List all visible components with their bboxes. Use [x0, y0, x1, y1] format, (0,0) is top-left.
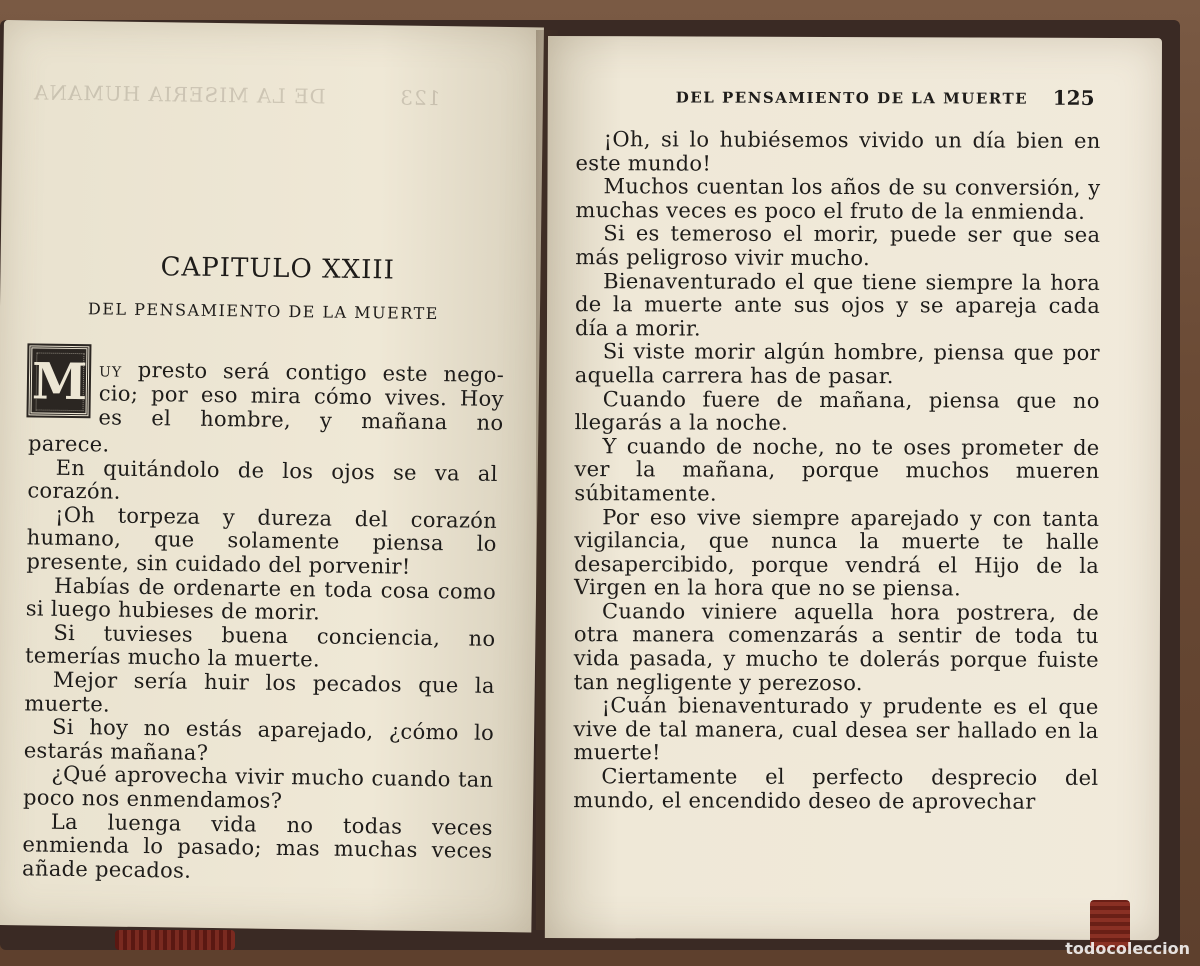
paragraph: La luenga vida no todas veces enmienda lo pasado; mas muchas veces añade pecados.: [21, 809, 493, 883]
paragraph: Cuando viniere aquella hora postrera, de otra manera comenzarás a sentir de toda tu vida pasada, y mucho te dolerás porque fuiste tan negligente y perezoso.: [573, 599, 1100, 695]
paragraph: parece.: [27, 431, 110, 457]
paragraph: Si tuvieses buena conciencia, no temerías mucho la muerte.: [24, 620, 496, 672]
right-body-text: [573, 128, 1100, 814]
left-body-text: [22, 432, 498, 887]
paragraph: Y cuando de noche, no te oses prometer de ver la mañana, porque muchos mueren súbitamente.: [574, 433, 1100, 506]
drop-cap-letter: M: [31, 351, 88, 412]
first-line-1-rest: presto será contigo este nego-: [122, 357, 505, 388]
bleed-through-text: 123 DE LA MISERIA HUMANA: [32, 80, 441, 111]
first-line-3: es el hombre, y mañana no: [98, 405, 504, 436]
paragraph: Habías de ordenarte en toda cosa como si luego hubieses de morir.: [25, 573, 497, 625]
paragraph: Si viste morir algún hombre, piensa que por aquella carrera has de pasar.: [574, 339, 1100, 389]
page-number: 125: [1052, 85, 1095, 110]
paragraph: Cuando fuere de mañana, piensa que no llegarás a la noche.: [574, 386, 1100, 435]
paragraph: Si hoy no estás aparejado, ¿cómo lo estarás mañana?: [23, 714, 495, 765]
paragraph: Muchos cuentan los años de su conversión, y muchas veces es poco el fruto de la enmienda.: [575, 174, 1101, 224]
paragraph: ¡Oh torpeza y dureza del corazón humano, que solamente piensa lo presente, sin cuidado del porvenir!: [26, 502, 498, 579]
chapter-subtitle: DEL PENSAMIENTO DE LA MUERTE: [87, 299, 440, 324]
paragraph: ¡Cuán bienaventurado y prudente es el que vive de tal manera, cual desea ser hallado en la muerte!: [573, 693, 1099, 765]
paragraph: ¿Qué aprovecha vivir mucho cuando tan poco nos enmendamos?: [22, 762, 494, 813]
left-page: [0, 20, 544, 932]
right-page: [545, 36, 1162, 940]
paragraph: En quitándolo de los ojos se va al corazón.: [27, 455, 498, 504]
smallcaps-lead: UY: [98, 364, 123, 381]
paragraph: Bienaventurado el que tiene siempre la hora de la muerte ante sus ojos y se apareja cada día a morir.: [574, 268, 1101, 341]
first-line-2: cio; por eso mira cómo vives. Hoy: [98, 381, 504, 412]
paragraph: Ciertamente el perfecto desprecio del mundo, el encendido deseo de aprovechar: [573, 764, 1099, 814]
watermark: todocoleccion: [1065, 939, 1190, 958]
running-head: DEL PENSAMIENTO DE LA MUERTE: [675, 88, 1029, 108]
paragraph: Mejor sería huir los pecados que la muerte.: [24, 667, 495, 717]
chapter-title: CAPITULO XXIII: [160, 252, 396, 286]
paragraph: Si es temeroso el morir, puede ser que sea más peligroso vivir mucho.: [575, 221, 1101, 271]
paragraph: ¡Oh, si lo hubiésemos vivido un día bien en este mundo!: [575, 127, 1101, 176]
paragraph: Por eso vive siempre aparejado y con tanta vigilancia, que nunca la muerte te halle desapercibido, porque vendrá el Hijo de la Virgen en la hora que no se piensa.: [574, 504, 1100, 601]
drop-cap-ornament: [28, 345, 89, 416]
bookmark-ribbon: [115, 930, 235, 950]
